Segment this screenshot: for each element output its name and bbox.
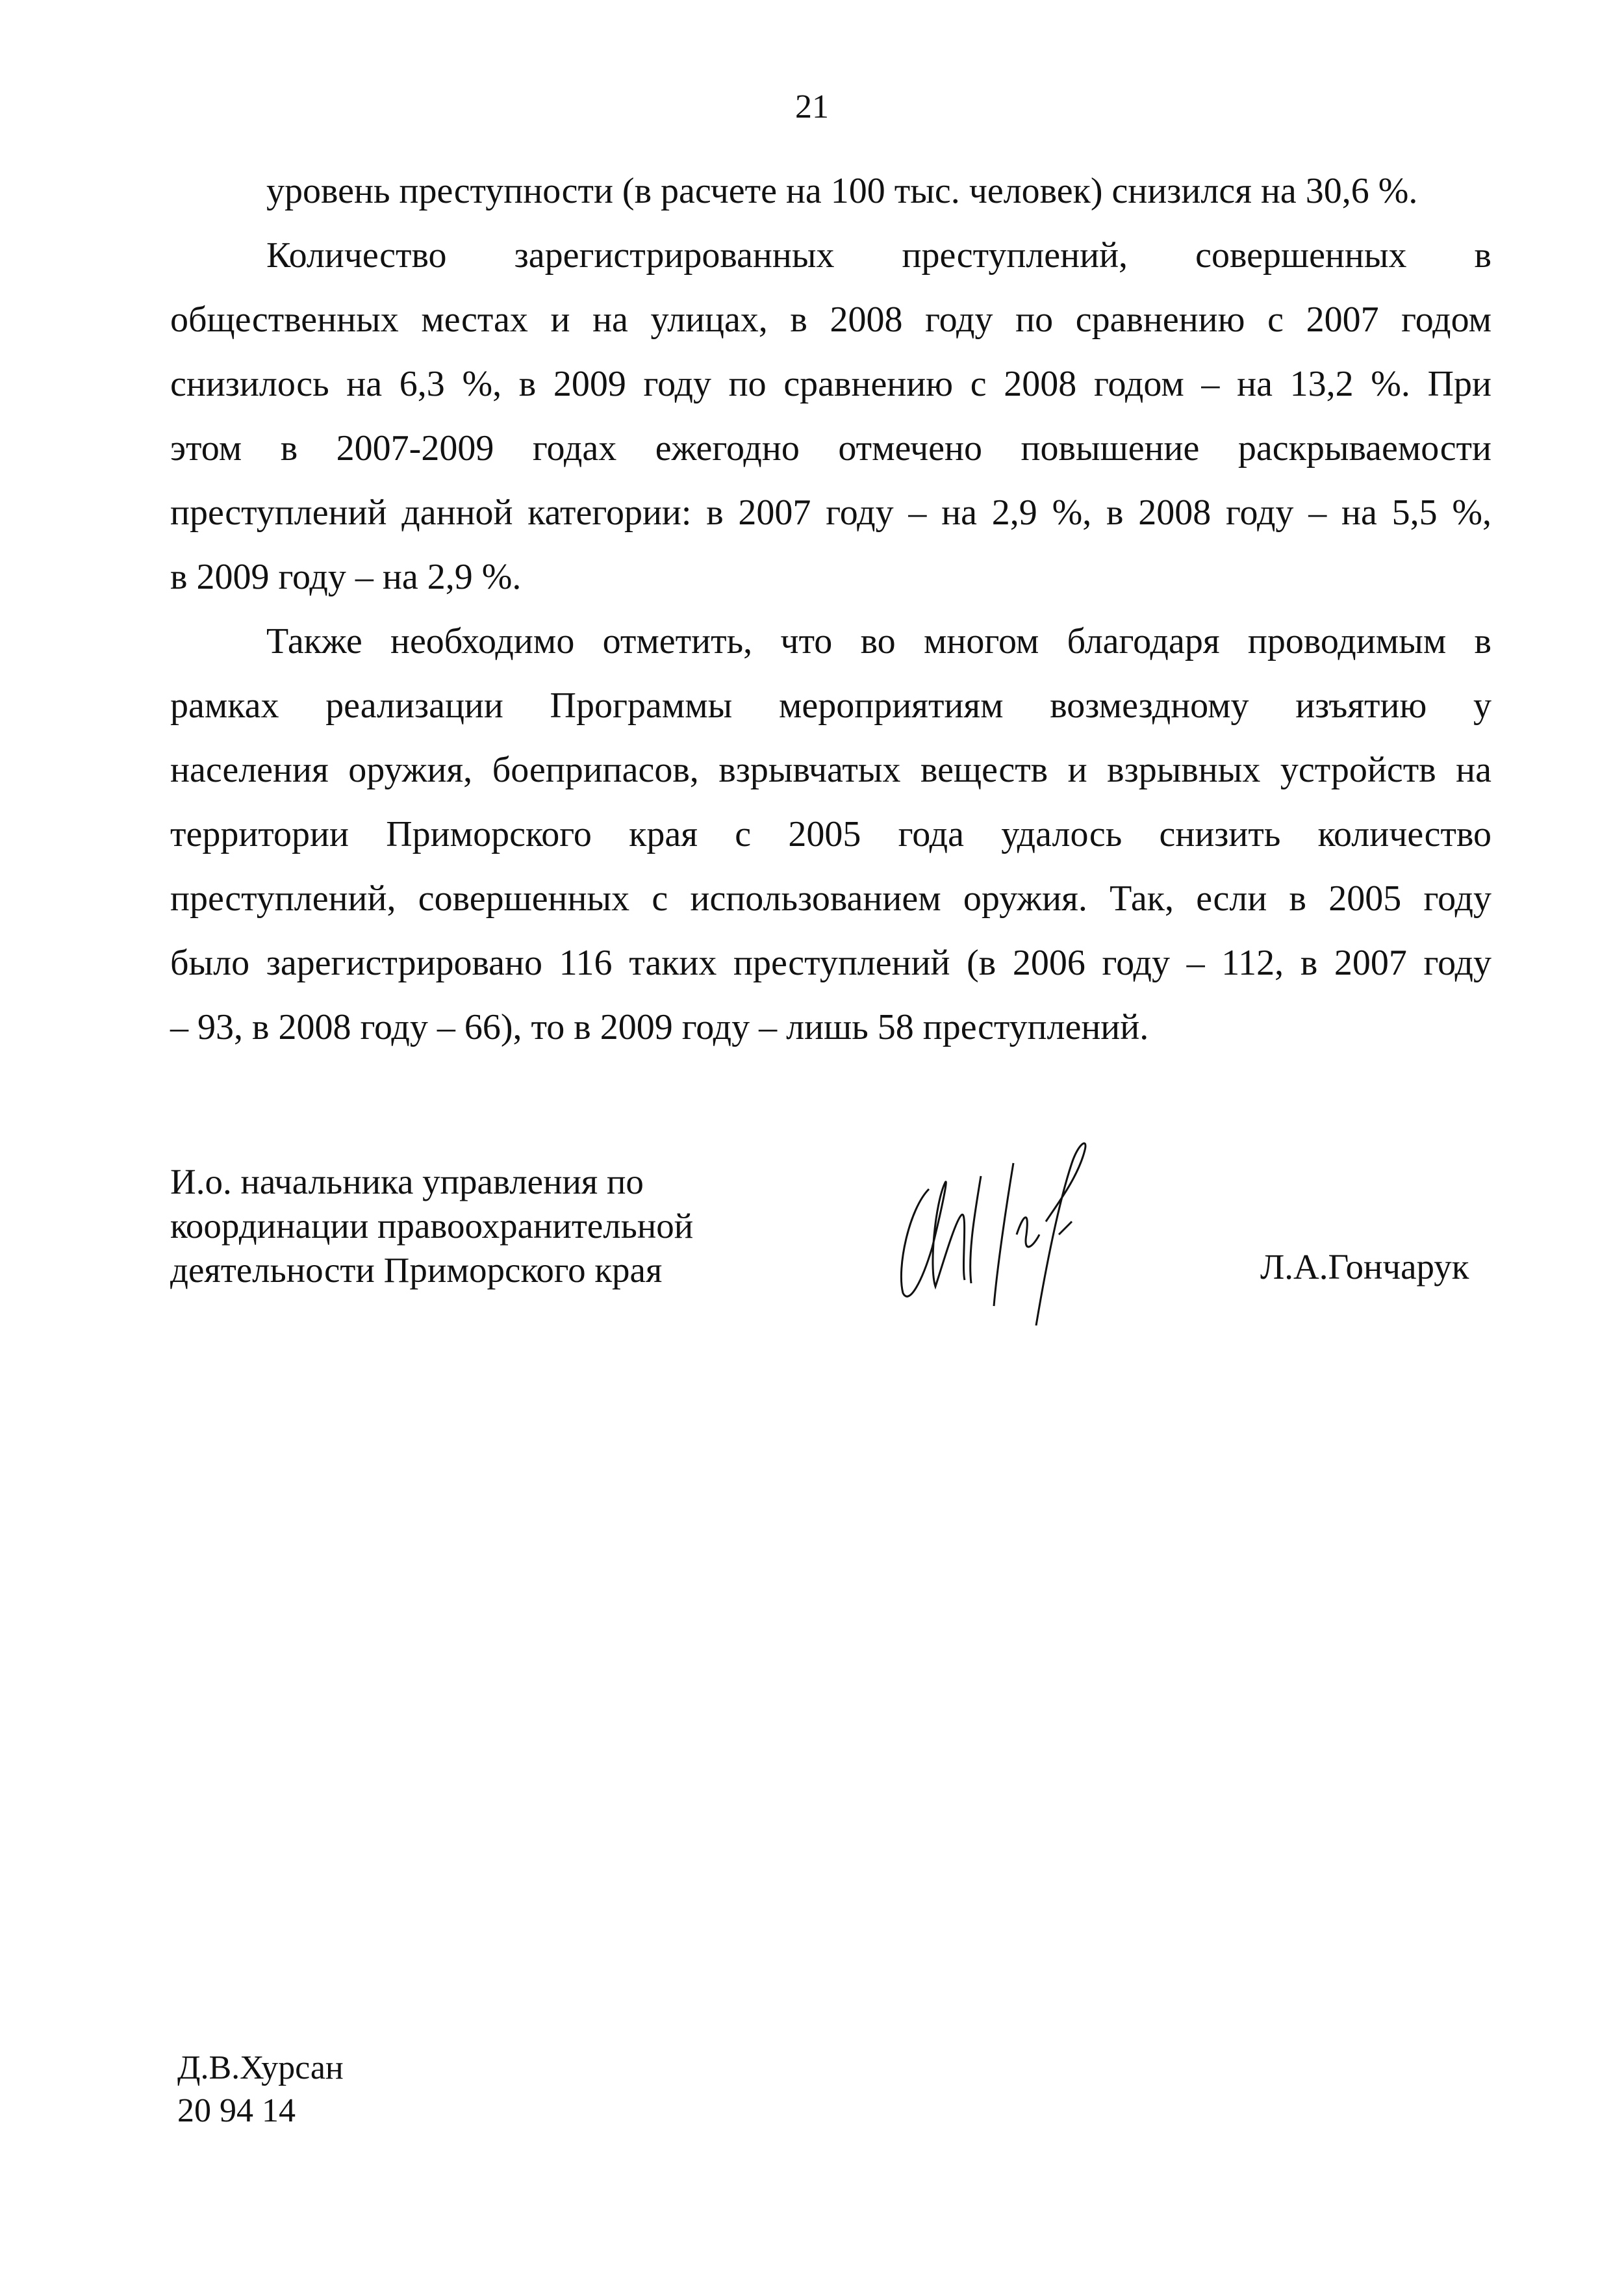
text-line: было зарегистрировано 116 таких преступлений (в 2006 году – 112, в 2007 году bbox=[170, 943, 1491, 983]
text-line: уровень преступности (в расчете на 100 тыс. человек) снизился на 30,6 %. bbox=[266, 171, 1418, 211]
text-line: Также необходимо отметить, что во многом благодаря проводимым в bbox=[266, 621, 1491, 661]
executor-phone: 20 94 14 bbox=[177, 2092, 296, 2129]
executor-name: Д.В.Хурсан bbox=[177, 2049, 344, 2086]
position-line: И.о. начальника управления по bbox=[170, 1162, 644, 1201]
signatory-name: Л.А.Гончарук bbox=[1260, 1247, 1469, 1287]
document-body bbox=[170, 159, 1491, 1060]
text-line: преступлений данной категории: в 2007 году – на 2,9 %, в 2008 году – на 5,5 %, bbox=[170, 493, 1491, 533]
text-line: этом в 2007-2009 годах ежегодно отмечено повышение раскрываемости bbox=[170, 428, 1491, 468]
text-line: рамках реализации Программы мероприятиям возмездному изъятию у bbox=[170, 685, 1491, 726]
text-line: в 2009 году – на 2,9 %. bbox=[170, 557, 522, 597]
text-line: населения оружия, боеприпасов, взрывчатых веществ и взрывных устройств на bbox=[170, 750, 1491, 790]
paragraph-street-crime bbox=[170, 224, 1491, 609]
handwritten-signature bbox=[883, 1137, 1247, 1326]
executor-info bbox=[177, 2047, 344, 2133]
signatory-position bbox=[170, 1160, 693, 1292]
text-line: – 93, в 2008 году – 66), то в 2009 году – лишь 58 преступлений. bbox=[170, 1007, 1149, 1047]
position-line: координации правоохранительной bbox=[170, 1206, 694, 1246]
text-line: Количество зарегистрированных преступлений, совершенных в bbox=[266, 235, 1491, 275]
text-line: территории Приморского края с 2005 года удалось снизить количество bbox=[170, 814, 1491, 854]
text-line: общественных местах и на улицах, в 2008 году по сравнению с 2007 годом bbox=[170, 300, 1491, 340]
text-line: снизилось на 6,3 %, в 2009 году по сравнению с 2008 годом – на 13,2 %. При bbox=[170, 364, 1491, 404]
position-line: деятельности Приморского края bbox=[170, 1250, 663, 1290]
text-line: преступлений, совершенных с использованием оружия. Так, если в 2005 году bbox=[170, 878, 1491, 919]
page-number: 21 bbox=[795, 88, 829, 125]
paragraph-weapons bbox=[170, 609, 1491, 1060]
